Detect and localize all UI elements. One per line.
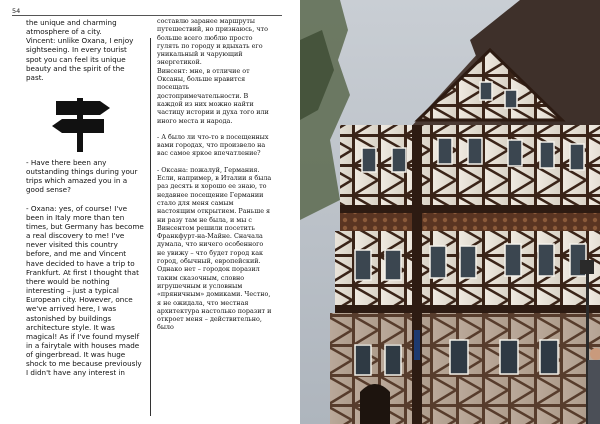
english-paragraph: - Oxana: yes, of course! I've been in Italy more than ten times, but Germany has become a real discovery to me! I've never visited this country before, and me and Vincent have decided to have a trip to Frankfurt. At first I thought that there would be nothing interesting – just a typical European city. However, once we've arrived here, I was astonished by buildings architecture style. It was magical! As if I've found myself in a fairytale with houses made of gingerbread. It was huge shock to me because previously I didn't have any interest in: [26, 203, 144, 378]
english-question: - Have there been any outstanding things during your trips which amazed you in a good sense?: [26, 158, 138, 195]
english-paragraph: the unique and charming atmosphere of a city.: [26, 18, 117, 37]
russian-question: - А было ли что-то в посещенных вами городах, что произвело на вас самое яркое впечатление?: [157, 132, 269, 158]
page-number: 54: [12, 7, 21, 15]
signpost-icon: [50, 95, 112, 153]
russian-paragraph: составлю заранее маршруты путешествий, но признаюсь, что больше всего люблю просто гулять по городу и вдыхать его уникальный и чарующий энергетикой.: [157, 17, 268, 67]
russian-paragraph: - Оксана: пожалуй, Германия. Если, например, в Италии я была раз десять и хорошо ее знаю, то недавнее посещение Германии стало для меня самым настоящим открытием. Раньше я ни разу там не была, и мы с Винсентом решили посетить Франкфурт-на-Майне. Сначала думала, что ничего особенного не увижу – что будет город как город, обычный, европейский. Однако нет – городок поразил таким сказочным, словно игрушечным и условным «пряничным» домиками. Честно, я не ожидала, что местная архитектура настолько поразит и откроет меня – действительно, было: [157, 165, 272, 332]
english-paragraph: Vincent: unlike Oxana, I enjoy sightseeing. In every tourist spot you can feel its unique beauty and the spirit of the past.: [26, 36, 134, 82]
english-column-bottom: [26, 158, 144, 378]
english-column-top: [26, 18, 144, 82]
half-timbered-house-photo: [300, 0, 600, 424]
russian-paragraph: Винсент: мне, в отличие от Оксаны, больше нравится посещать достопримечательности. В каждой из них можно найти частицу истории и духа того или иного места и народа.: [157, 66, 269, 125]
column-divider: [150, 38, 151, 416]
russian-column: [157, 17, 272, 332]
header-rule: [12, 15, 282, 16]
